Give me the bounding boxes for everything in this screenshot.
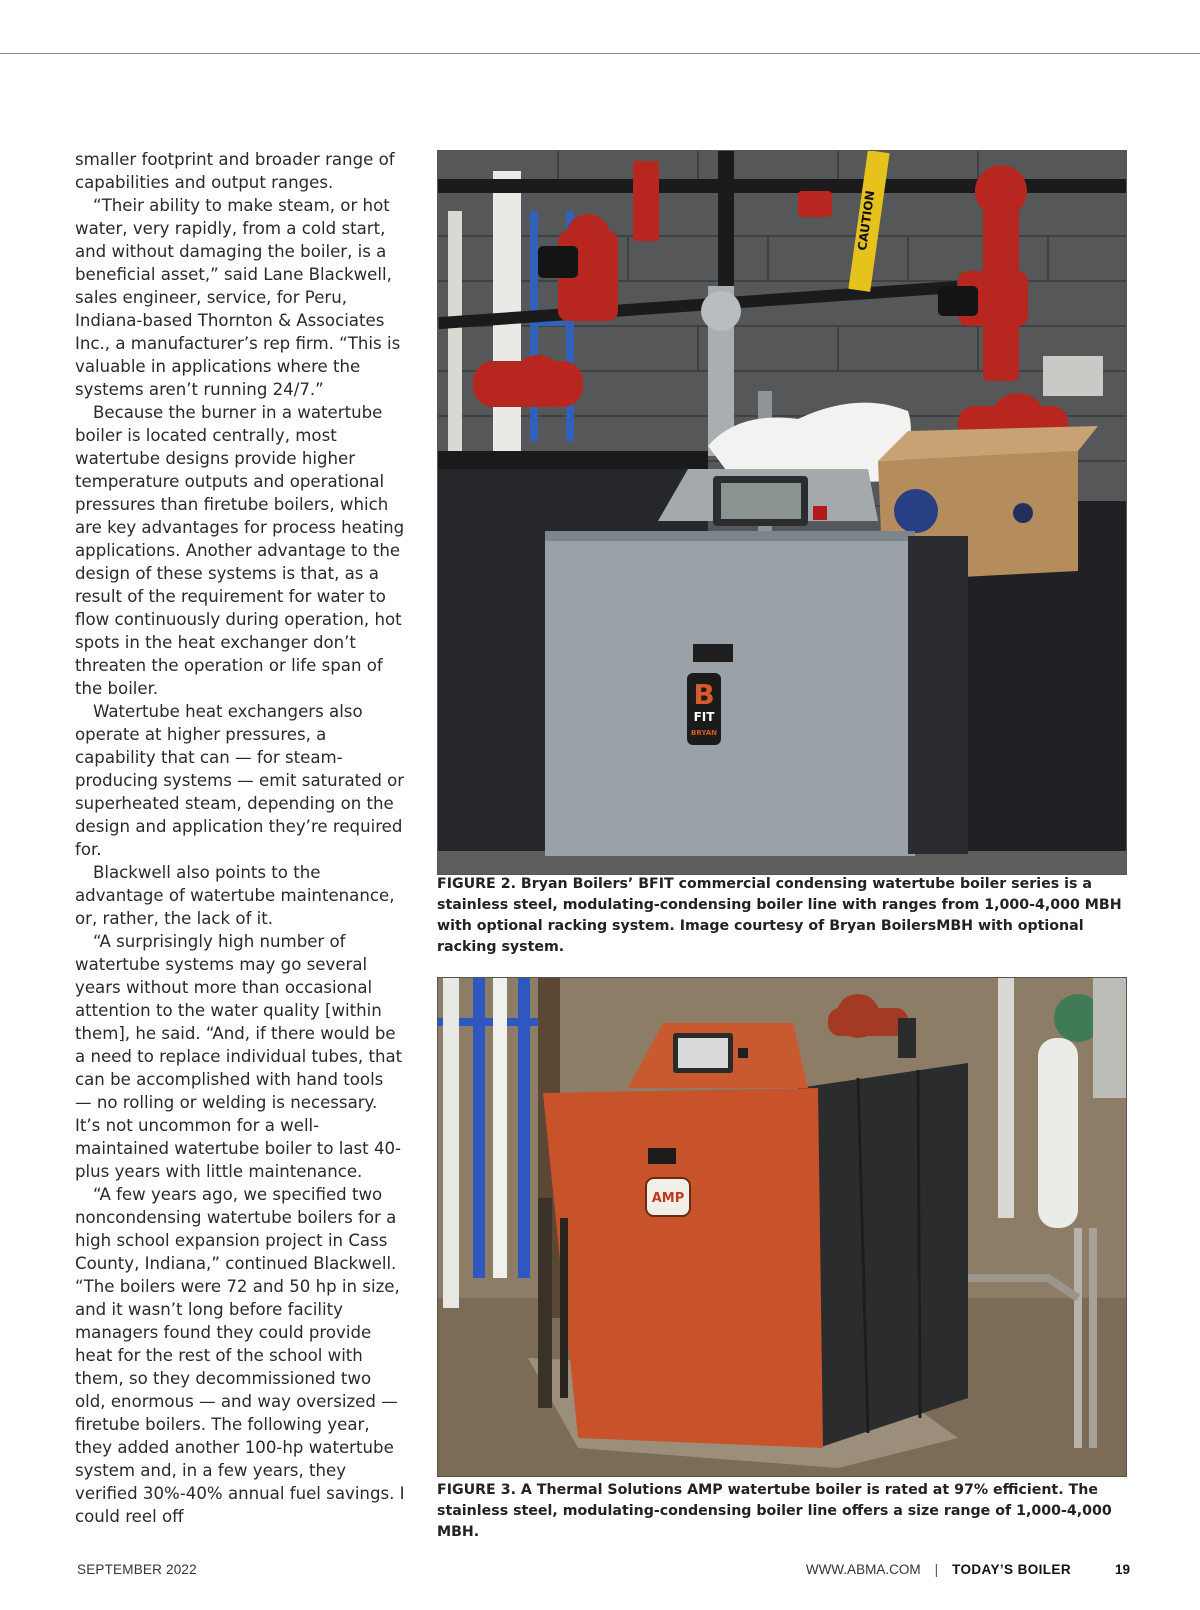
header-rule bbox=[0, 53, 1200, 54]
paragraph: Watertube heat exchangers also operate at higher pressures, a capability that can — for steam-producing systems — emit saturated or superheated steam, depending on the design and application they’re required for. bbox=[75, 702, 405, 859]
bfit-badge-letter: B bbox=[693, 678, 715, 711]
page-number: 19 bbox=[1114, 1562, 1130, 1577]
footer-separator: | bbox=[934, 1562, 939, 1577]
bfit-badge-brand: BRYAN bbox=[690, 729, 718, 737]
paragraph: “A surprisingly high number of watertube systems may go several years without more than occasional attention to the water quality [within them], he said. “And, if there would be a need to replace individual tubes, that can be accomplished with hand tools — no rolling or welding is necessary. It’s not uncommon for a well-maintained watertube boiler to last 40-plus years with little maintenance. bbox=[75, 932, 403, 1181]
paragraph: smaller footprint and broader range of capabilities and output ranges. bbox=[75, 150, 395, 192]
footer-website: WWW.ABMA.COM bbox=[805, 1562, 921, 1577]
paragraph: “A few years ago, we specified two noncondensing watertube boilers for a high school expansion project in Cass County, Indiana,” continued Blackwell. “The boilers were 72 and 50 hp in size, and it wasn’t long before facility managers found they could provide heat for the rest of the school with them, so they decommissioned two old, enormous — and way oversized — firetube boilers. The following year, they added another 100-hp watertube system and, in a few years, they verified 30%-40% annual fuel savings. I could reel off bbox=[75, 1185, 405, 1526]
footer-right bbox=[806, 1562, 1130, 1577]
figure-3-caption: FIGURE 3. A Thermal Solutions AMP watertube boiler is rated at 97% efficient. The stainless steel, modulating-condensing boiler line offers a size range of 1,000-4,000 MBH. bbox=[437, 1482, 1112, 1540]
footer-magazine: TODAY’S BOILER bbox=[952, 1562, 1071, 1577]
footer-issue: SEPTEMBER 2022 bbox=[77, 1562, 197, 1577]
paragraph: Because the burner in a watertube boiler is located centrally, most watertube designs provide higher temperature outputs and operational pressures than firetube boilers, which are key advantages for process heating applications. Another advantage to the design of these systems is that, as a result of the requirement for water to flow continuously during operation, hot spots in the heat exchanger don’t threaten the operation or life span of the boiler. bbox=[75, 403, 405, 698]
article-body bbox=[75, 148, 405, 1528]
paragraph: Blackwell also points to the advantage of watertube maintenance, or, rather, the lack of it. bbox=[75, 863, 395, 928]
paragraph: “Their ability to make steam, or hot water, very rapidly, from a cold start, and without damaging the boiler, is a beneficial asset,” said Lane Blackwell, sales engineer, service, for Peru, Indiana-based Thornton & Associates Inc., a manufacturer’s rep firm. “This is valuable in applications where the systems aren’t running 24/7.” bbox=[75, 196, 401, 399]
caution-tape-text: CAUTION bbox=[855, 189, 878, 252]
figure-2-caption: FIGURE 2. Bryan Boilers’ BFIT commercial condensing watertube boiler series is a stainless steel, modulating-condensing boiler line with ranges from 1,000-4,000 MBH with optional racking system. Image courtesy of Bryan BoilersMBH with optional racking system. bbox=[437, 876, 1122, 955]
amp-badge-text: AMP bbox=[651, 1191, 685, 1206]
figure-2-photo bbox=[437, 150, 1127, 875]
figure-3-photo bbox=[437, 977, 1127, 1477]
bfit-badge-word: FIT bbox=[693, 710, 715, 724]
